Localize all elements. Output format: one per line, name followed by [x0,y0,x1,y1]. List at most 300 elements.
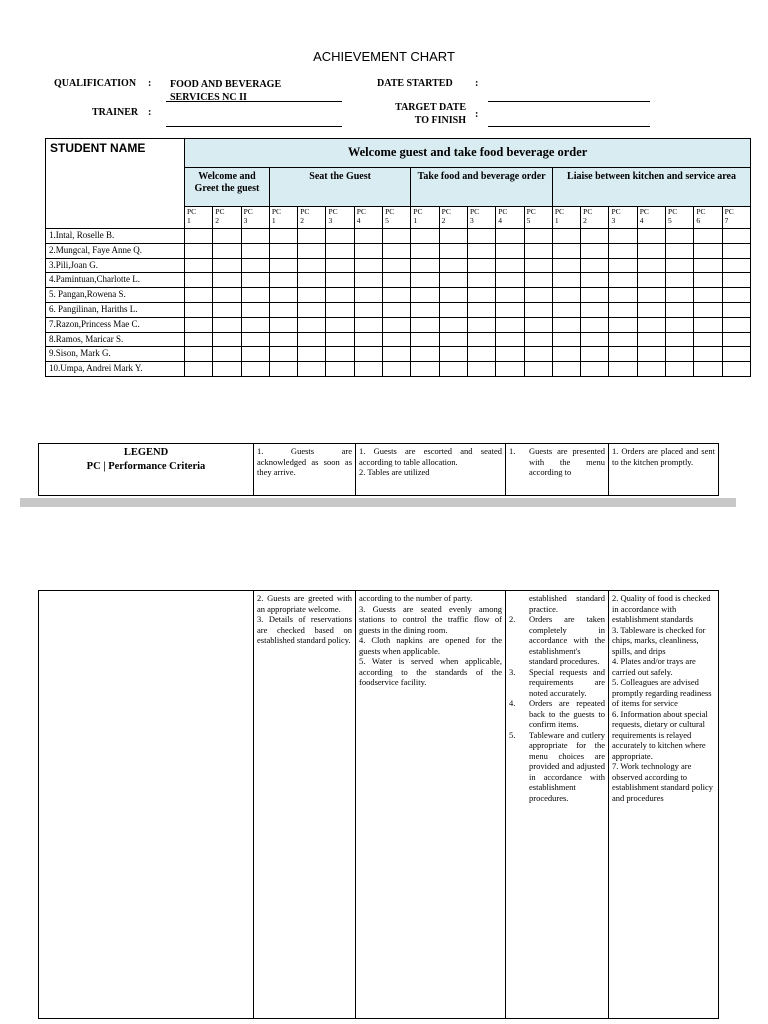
pc-cell[interactable] [609,258,637,273]
pc-cell[interactable] [552,332,580,347]
pc-cell[interactable] [552,347,580,362]
pc-cell[interactable] [467,258,495,273]
pc-cell[interactable] [609,317,637,332]
pc-cell[interactable] [213,362,241,377]
pc-number: 4 [498,216,503,225]
pc-cell[interactable] [666,288,694,303]
pc-cell[interactable] [213,258,241,273]
pc-cell[interactable] [439,229,467,244]
pc-cell[interactable] [694,302,722,317]
pc-cell[interactable] [185,362,213,377]
pc-cell[interactable] [666,347,694,362]
pc-cell[interactable] [241,317,269,332]
pc-label: PC [583,207,593,216]
pc-cell[interactable] [383,302,411,317]
pc-cell[interactable] [637,229,665,244]
pc-cell[interactable] [609,302,637,317]
pc-cell[interactable] [722,362,751,377]
pc-cell[interactable] [524,243,552,258]
pc-cell[interactable] [524,258,552,273]
pc-label: PC [243,207,253,216]
pc-header [467,207,495,229]
pc-cell[interactable] [354,229,382,244]
pc-number: 7 [724,216,729,225]
pc-cell[interactable] [666,332,694,347]
pc-cell[interactable] [524,362,552,377]
pc-cell[interactable] [694,362,722,377]
pc-cell[interactable] [326,258,354,273]
pc-cell[interactable] [496,243,524,258]
pc-cell[interactable] [496,332,524,347]
legend-list-text: Tableware and cutlery appropriate for the menu choices are provided and adjusted in accordance with establishment procedures. [529,729,605,803]
pc-cell[interactable] [383,243,411,258]
pc-cell[interactable] [609,347,637,362]
pc-cell[interactable] [185,229,213,244]
pc-cell[interactable] [439,258,467,273]
pc-label: PC [469,207,480,216]
pc-cell[interactable] [694,347,722,362]
pc-cell[interactable] [326,273,354,288]
pc-cell[interactable] [269,243,297,258]
pc-cell[interactable] [552,258,580,273]
pc-header [581,207,609,229]
legend-bottom-col3 [506,591,609,1019]
pc-cell[interactable] [241,302,269,317]
pc-cell[interactable] [241,258,269,273]
pc-cell[interactable] [326,347,354,362]
pc-cell[interactable] [637,258,665,273]
legend-top-col3-num: 1. [509,446,516,456]
pc-label: PC [328,207,338,216]
pc-header [269,207,297,229]
pc-cell[interactable] [581,347,609,362]
legend-top-col2: 1. Guests are escorted and seated according to table allocation. 2. Tables are utilized [356,444,506,496]
pc-label: PC [441,207,451,216]
pc-label: PC [215,207,225,216]
legend-subtitle: PC | Performance Criteria [86,461,206,472]
student-name: 8.Ramos, Maricar S. [46,332,185,347]
pc-cell[interactable] [383,332,411,347]
pc-cell[interactable] [552,243,580,258]
pc-cell[interactable] [496,347,524,362]
legend-list-text: Special requests and requirements are noted accurately. [529,666,605,698]
pc-cell[interactable] [722,229,751,244]
date-started-label: DATE STARTED [377,78,453,89]
pc-cell[interactable] [637,347,665,362]
pc-cell[interactable] [694,229,722,244]
pc-cell[interactable] [496,362,524,377]
pc-cell[interactable] [213,288,241,303]
pc-cell[interactable] [354,347,382,362]
pc-cell[interactable] [694,243,722,258]
pc-cell[interactable] [411,362,439,377]
pc-cell[interactable] [666,317,694,332]
pc-cell[interactable] [552,288,580,303]
pc-cell[interactable] [354,258,382,273]
qualification-underline [166,101,342,102]
pc-cell[interactable] [269,362,297,377]
pc-cell[interactable] [609,288,637,303]
pc-cell[interactable] [609,273,637,288]
pc-header [411,207,439,229]
section-header: Seat the Guest [269,168,410,207]
pc-cell[interactable] [467,317,495,332]
pc-number: 6 [696,216,701,225]
pc-cell[interactable] [581,362,609,377]
pc-cell[interactable] [383,273,411,288]
pc-label: PC [271,207,282,216]
pc-cell[interactable] [637,302,665,317]
legend-list-item [509,667,605,699]
pc-label: PC [639,207,649,216]
pc-cell[interactable] [581,229,609,244]
pc-number: 5 [526,216,531,225]
pc-cell[interactable] [185,302,213,317]
pc-cell[interactable] [496,258,524,273]
legend-top-col1: 1. Guests are acknowledged as soon as they arrive. [254,444,356,496]
pc-cell[interactable] [581,317,609,332]
pc-cell[interactable] [496,288,524,303]
pc-cell[interactable] [411,332,439,347]
pc-cell[interactable] [411,243,439,258]
pc-label: PC [554,207,565,216]
pc-cell[interactable] [722,302,751,317]
pc-cell[interactable] [637,332,665,347]
pc-cell[interactable] [439,243,467,258]
pc-cell[interactable] [213,347,241,362]
pc-cell[interactable] [694,317,722,332]
pc-cell[interactable] [213,273,241,288]
pc-cell[interactable] [326,288,354,303]
pc-cell[interactable] [467,332,495,347]
student-row [46,347,751,362]
pc-cell[interactable] [552,302,580,317]
pc-header [383,207,411,229]
pc-cell[interactable] [185,317,213,332]
legend-top [38,443,719,496]
pc-cell[interactable] [581,288,609,303]
qualification-colon: : [148,78,152,89]
student-name: 2.Mungcal, Faye Anne Q. [46,243,185,258]
date-started-field[interactable] [488,101,650,102]
legend-list-item [509,730,605,804]
pc-cell[interactable] [552,273,580,288]
pc-cell[interactable] [609,332,637,347]
pc-label: PC [668,207,678,216]
pc-cell[interactable] [354,288,382,303]
trainer-colon: : [148,107,152,118]
target-date-label-line1: TARGET DATE [395,102,466,113]
qualification-value-line2: SERVICES NC II [170,92,247,103]
pc-cell[interactable] [467,273,495,288]
pc-cell[interactable] [269,273,297,288]
qualification-label: QUALIFICATION [54,78,137,89]
pc-cell[interactable] [411,273,439,288]
pc-cell[interactable] [213,332,241,347]
pc-cell[interactable] [524,288,552,303]
page-separator [20,498,736,507]
pc-cell[interactable] [298,347,326,362]
pc-cell[interactable] [383,362,411,377]
student-row [46,258,751,273]
pc-number: 4 [639,216,644,225]
pc-number: 1 [554,216,559,225]
pc-cell[interactable] [637,362,665,377]
pc-cell[interactable] [722,288,751,303]
pc-cell[interactable] [467,243,495,258]
pc-cell[interactable] [467,288,495,303]
pc-cell[interactable] [666,273,694,288]
target-date-colon: : [475,109,479,120]
pc-cell[interactable] [524,273,552,288]
pc-number: 1 [413,216,418,225]
legend-bottom-col1: 2. Guests are greeted with an appropriate welcome. 3. Details of reservations are checked based on established standard policy. [254,591,356,1019]
pc-cell[interactable] [581,273,609,288]
pc-cell[interactable] [552,317,580,332]
pc-cell[interactable] [383,258,411,273]
pc-cell[interactable] [383,347,411,362]
pc-cell[interactable] [298,317,326,332]
pc-cell[interactable] [637,243,665,258]
pc-label: PC [300,207,310,216]
pc-cell[interactable] [298,229,326,244]
pc-cell[interactable] [524,302,552,317]
pc-cell[interactable] [581,258,609,273]
pc-cell[interactable] [298,288,326,303]
pc-cell[interactable] [326,332,354,347]
pc-number: 3 [243,216,248,225]
pc-label: PC [498,207,508,216]
pc-cell[interactable] [269,258,297,273]
student-row [46,243,751,258]
trainer-field[interactable] [166,126,342,127]
pc-cell[interactable] [439,302,467,317]
legend-bottom-col3-intro: established standard practice. [529,593,605,614]
pc-number: 2 [583,216,587,225]
pc-cell[interactable] [411,258,439,273]
pc-cell[interactable] [269,288,297,303]
pc-cell[interactable] [213,302,241,317]
pc-cell[interactable] [694,332,722,347]
pc-cell[interactable] [241,288,269,303]
pc-cell[interactable] [354,243,382,258]
pc-cell[interactable] [694,258,722,273]
pc-cell[interactable] [524,317,552,332]
pc-label: PC [413,207,423,216]
pc-cell[interactable] [666,243,694,258]
pc-cell[interactable] [298,362,326,377]
section-header: Welcome and Greet the guest [185,168,270,207]
legend-bottom-col3-list [509,614,605,803]
pc-number: 5 [385,216,389,225]
pc-cell[interactable] [666,362,694,377]
pc-cell[interactable] [185,258,213,273]
legend-bottom-blank [39,591,254,1019]
pc-cell[interactable] [185,332,213,347]
pc-header [185,207,213,229]
pc-cell[interactable] [411,347,439,362]
pc-number: 1 [187,216,191,225]
target-date-label [388,101,466,127]
pc-cell[interactable] [722,347,751,362]
pc-cell[interactable] [241,243,269,258]
pc-cell[interactable] [326,302,354,317]
student-row [46,273,751,288]
pc-cell[interactable] [241,229,269,244]
legend-bottom [38,590,719,1019]
pc-cell[interactable] [383,317,411,332]
pc-cell[interactable] [467,362,495,377]
trainer-label: TRAINER [92,107,139,118]
pc-cell[interactable] [552,362,580,377]
pc-header [241,207,269,229]
pc-cell[interactable] [269,229,297,244]
pc-cell[interactable] [722,317,751,332]
pc-cell[interactable] [241,332,269,347]
pc-header [326,207,354,229]
pc-label: PC [611,207,621,216]
target-date-field[interactable] [488,126,650,127]
legend-list-text: Orders are taken completely in accordance with the establishment's standard procedures. [529,614,605,666]
pc-cell[interactable] [637,317,665,332]
student-name: 10.Umpa, Andrei Mark Y. [46,362,185,377]
pc-cell[interactable] [326,362,354,377]
pc-cell[interactable] [496,273,524,288]
pc-cell[interactable] [694,273,722,288]
pc-cell[interactable] [411,288,439,303]
pc-cell[interactable] [269,347,297,362]
pc-cell[interactable] [298,273,326,288]
pc-cell[interactable] [581,332,609,347]
pc-cell[interactable] [354,317,382,332]
pc-cell[interactable] [467,229,495,244]
pc-cell[interactable] [354,362,382,377]
pc-cell[interactable] [722,258,751,273]
pc-cell[interactable] [298,302,326,317]
pc-cell[interactable] [439,362,467,377]
pc-number: 2 [300,216,304,225]
legend-top-col4: 1. Orders are placed and sent to the kitchen promptly. [609,444,719,496]
pc-cell[interactable] [185,288,213,303]
pc-header [496,207,524,229]
pc-cell[interactable] [185,347,213,362]
pc-cell[interactable] [439,288,467,303]
pc-cell[interactable] [269,332,297,347]
pc-cell[interactable] [241,273,269,288]
pc-cell[interactable] [354,332,382,347]
pc-header [524,207,552,229]
pc-label: PC [724,207,734,216]
pc-cell[interactable] [524,229,552,244]
pc-cell[interactable] [326,317,354,332]
pc-cell[interactable] [411,302,439,317]
pc-cell[interactable] [524,332,552,347]
pc-cell[interactable] [467,347,495,362]
pc-cell[interactable] [609,243,637,258]
pc-cell[interactable] [326,229,354,244]
pc-cell[interactable] [439,332,467,347]
pc-cell[interactable] [666,302,694,317]
pc-cell[interactable] [609,362,637,377]
pc-cell[interactable] [383,288,411,303]
pc-cell[interactable] [411,229,439,244]
pc-cell[interactable] [185,273,213,288]
pc-cell[interactable] [326,243,354,258]
legend-list-number: 4. [509,698,516,708]
student-name-header: STUDENT NAME [46,139,185,229]
pc-cell[interactable] [722,243,751,258]
pc-cell[interactable] [298,258,326,273]
legend-list-number: 2. [509,614,516,624]
pc-cell[interactable] [496,229,524,244]
pc-cell[interactable] [213,243,241,258]
pc-cell[interactable] [666,229,694,244]
pc-number: 2 [215,216,220,225]
pc-cell[interactable] [269,317,297,332]
pc-cell[interactable] [298,332,326,347]
student-row [46,362,751,377]
pc-cell[interactable] [609,229,637,244]
student-row [46,302,751,317]
section-header: Liaise between kitchen and service area [552,168,750,207]
pc-cell[interactable] [241,362,269,377]
pc-cell[interactable] [524,347,552,362]
pc-cell[interactable] [241,347,269,362]
pc-cell[interactable] [722,332,751,347]
student-name: 1.Intal, Roselle B. [46,229,185,244]
pc-cell[interactable] [213,229,241,244]
pc-cell[interactable] [694,288,722,303]
pc-number: 1 [271,216,276,225]
pc-cell[interactable] [496,302,524,317]
pc-cell[interactable] [354,302,382,317]
target-date-label-line2: TO FINISH [414,115,466,126]
legend-bottom-col4: 2. Quality of food is checked in accordance with establishment standards 3. Tableware is checked for chips, marks, cleanliness, spills, and drips 4. Plates and/or trays are carried out safely. 5. Colleagues are advised promptly regarding readiness of items for service 6. Information about special requests, dietary or cultural requirements is relayed accurately to kitchen where appropriate. 7. Work technology are observed according to establishment standard policy and procedures [609,591,719,1019]
section-header: Take food and beverage order [411,168,552,207]
pc-cell[interactable] [354,273,382,288]
pc-label: PC [356,207,366,216]
pc-cell[interactable] [722,273,751,288]
pc-cell[interactable] [637,288,665,303]
pc-cell[interactable] [411,317,439,332]
pc-cell[interactable] [666,258,694,273]
pc-cell[interactable] [298,243,326,258]
legend-list-item [509,698,605,730]
legend-bottom-col2: according to the number of party. 3. Guests are seated evenly among stations to control the traffic flow of guests in the dining room. 4. Cloth napkins are opened for the guests when applicable. 5. Water is served when applicable, according to the standards of the foodservice facility. [356,591,506,1019]
pc-cell[interactable] [552,229,580,244]
legend-list-number: 5. [509,729,516,740]
legend-title: LEGEND [123,447,169,458]
pc-cell[interactable] [637,273,665,288]
pc-cell[interactable] [581,302,609,317]
qualification-value-line1: FOOD AND BEVERAGE [170,79,282,90]
student-name: 6. Pangilinan, Hariths L. [46,302,185,317]
pc-cell[interactable] [269,302,297,317]
pc-cell[interactable] [439,347,467,362]
pc-cell[interactable] [581,243,609,258]
pc-cell[interactable] [439,273,467,288]
page-title: ACHIEVEMENT CHART [313,49,455,64]
pc-cell[interactable] [213,317,241,332]
pc-cell[interactable] [383,229,411,244]
pc-cell[interactable] [439,317,467,332]
pc-cell[interactable] [467,302,495,317]
pc-cell[interactable] [496,317,524,332]
pc-label: PC [187,207,197,216]
pc-cell[interactable] [185,243,213,258]
date-started-colon: : [475,78,479,89]
pc-number: 3 [611,216,616,225]
